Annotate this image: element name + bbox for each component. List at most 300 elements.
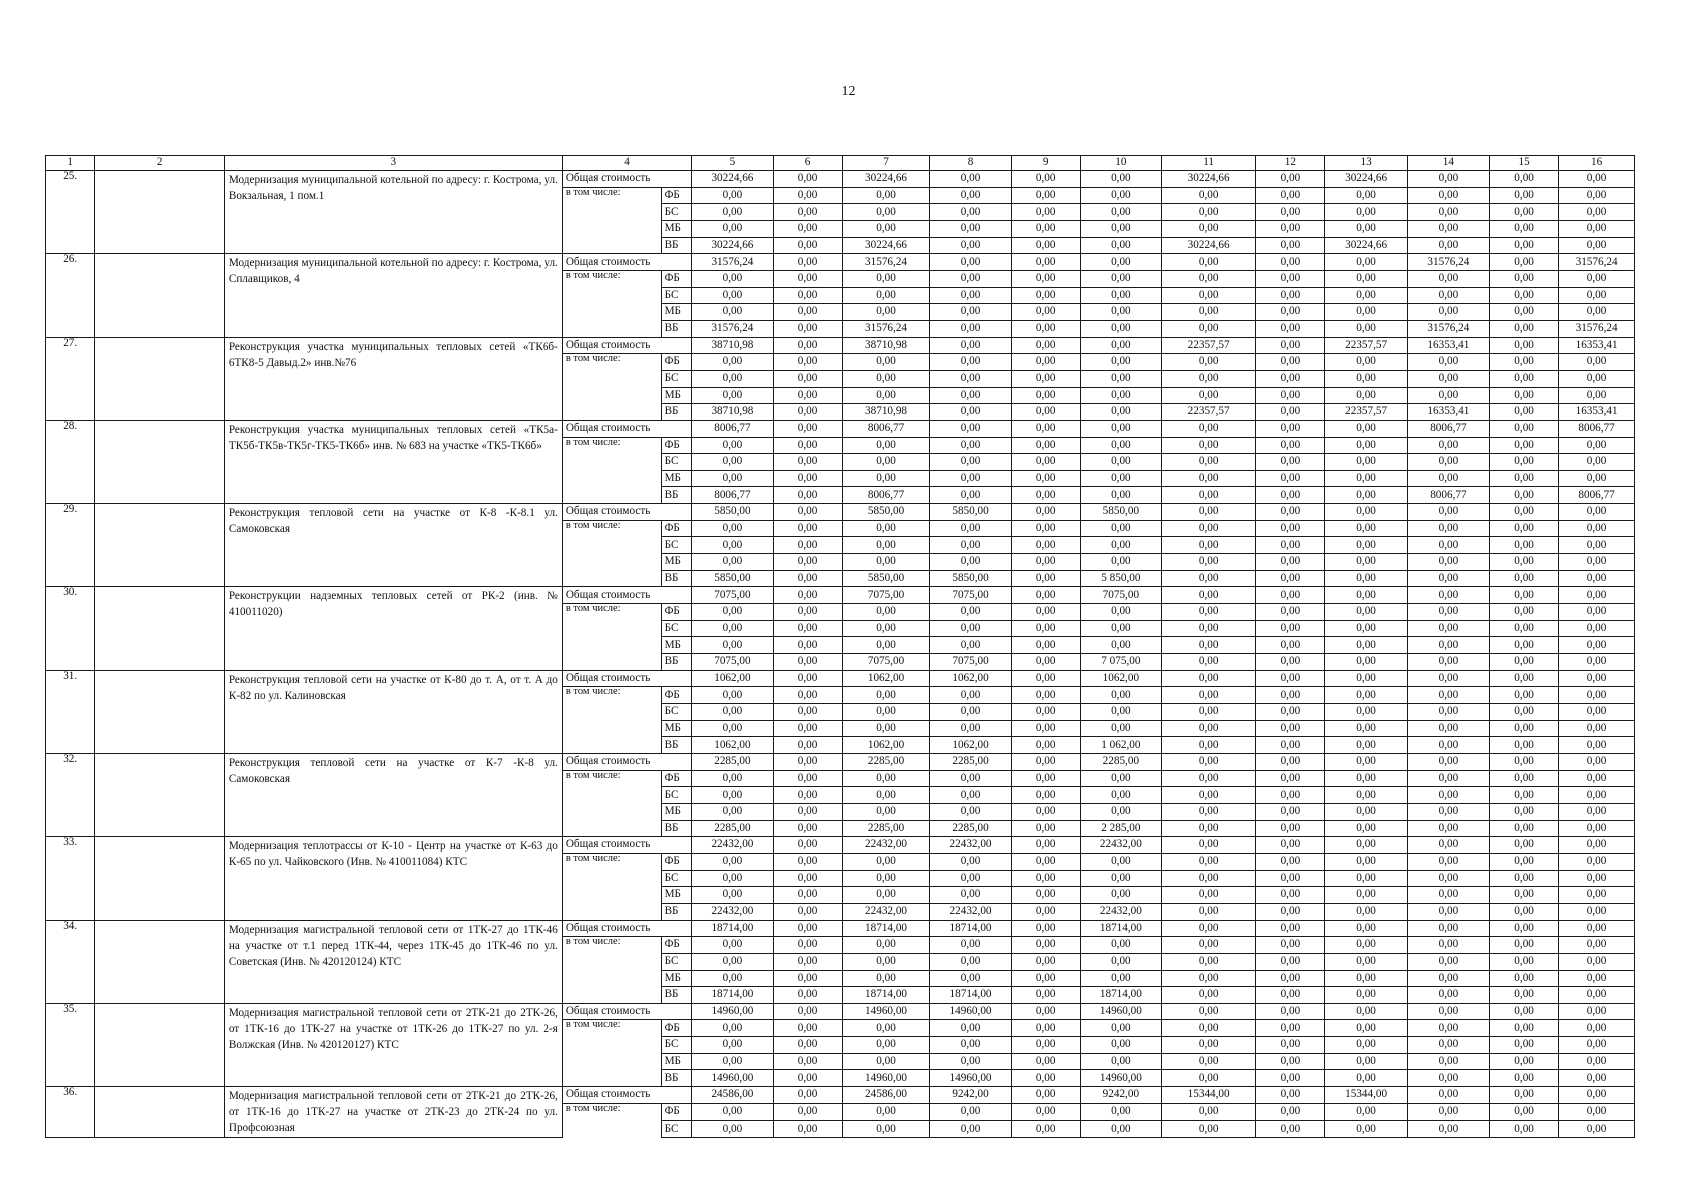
value-cell: 0,00 (930, 171, 1011, 188)
value-cell: 0,00 (1011, 903, 1080, 920)
value-cell: 0,00 (842, 1037, 930, 1054)
value-cell: 0,00 (1011, 753, 1080, 770)
funding-source-code: ВБ (661, 1070, 692, 1087)
column-header: 7 (842, 156, 930, 171)
value-cell: 0,00 (1325, 903, 1407, 920)
value-cell: 0,00 (1080, 270, 1161, 287)
value-cell: 5850,00 (692, 504, 773, 521)
value-cell: 0,00 (1011, 287, 1080, 304)
value-cell: 0,00 (1559, 1020, 1635, 1037)
value-cell: 0,00 (1325, 470, 1407, 487)
value-cell: 0,00 (842, 803, 930, 820)
value-cell: 18714,00 (692, 920, 773, 937)
value-cell: 0,00 (1080, 487, 1161, 504)
value-cell: 0,00 (1256, 487, 1325, 504)
value-cell: 0,00 (1256, 254, 1325, 271)
value-cell: 2285,00 (930, 820, 1011, 837)
empty-cell (95, 587, 224, 670)
value-cell: 0,00 (1490, 1087, 1559, 1104)
value-cell: 0,00 (1161, 987, 1255, 1004)
value-cell: 0,00 (1011, 654, 1080, 671)
value-cell: 30224,66 (1161, 237, 1255, 254)
value-cell: 0,00 (842, 953, 930, 970)
value-cell: 0,00 (1256, 320, 1325, 337)
funding-total-label: Общая стоимость (562, 587, 691, 604)
value-cell: 0,00 (1161, 604, 1255, 621)
value-cell: 0,00 (1325, 504, 1407, 521)
value-cell: 0,00 (773, 287, 842, 304)
value-cell: 0,00 (1490, 354, 1559, 371)
value-cell: 0,00 (1407, 1070, 1489, 1087)
value-cell: 0,00 (1407, 237, 1489, 254)
value-cell: 14960,00 (930, 1070, 1011, 1087)
column-header: 5 (692, 156, 773, 171)
value-cell: 0,00 (1161, 187, 1255, 204)
value-cell: 0,00 (1080, 420, 1161, 437)
value-cell: 0,00 (1490, 220, 1559, 237)
value-cell: 5 850,00 (1080, 570, 1161, 587)
value-cell: 0,00 (1161, 887, 1255, 904)
funding-total-label: Общая стоимость (562, 337, 691, 354)
value-cell: 0,00 (1490, 270, 1559, 287)
value-cell: 0,00 (1161, 687, 1255, 704)
value-cell: 0,00 (1011, 1087, 1080, 1104)
value-cell: 0,00 (1559, 704, 1635, 721)
value-cell: 0,00 (1325, 1003, 1407, 1020)
value-cell: 0,00 (1256, 1037, 1325, 1054)
value-cell: 0,00 (930, 870, 1011, 887)
value-cell: 0,00 (1256, 354, 1325, 371)
value-cell: 0,00 (692, 537, 773, 554)
value-cell: 31576,24 (842, 254, 930, 271)
value-cell: 0,00 (1559, 803, 1635, 820)
value-cell: 30224,66 (842, 237, 930, 254)
funding-source-code: БС (661, 704, 692, 721)
value-cell: 30224,66 (1161, 171, 1255, 188)
value-cell: 0,00 (1490, 254, 1559, 271)
value-cell: 0,00 (1256, 770, 1325, 787)
value-cell: 0,00 (1325, 387, 1407, 404)
value-cell: 0,00 (773, 837, 842, 854)
value-cell: 0,00 (1490, 470, 1559, 487)
value-cell: 0,00 (1559, 654, 1635, 671)
value-cell: 0,00 (773, 254, 842, 271)
value-cell: 7075,00 (1080, 587, 1161, 604)
value-cell: 7 075,00 (1080, 654, 1161, 671)
value-cell: 5850,00 (930, 504, 1011, 521)
column-header: 8 (930, 156, 1011, 171)
value-cell: 0,00 (1490, 570, 1559, 587)
value-cell: 0,00 (1490, 853, 1559, 870)
value-cell: 0,00 (930, 287, 1011, 304)
value-cell: 0,00 (773, 620, 842, 637)
value-cell: 7075,00 (692, 587, 773, 604)
value-cell: 0,00 (1490, 187, 1559, 204)
value-cell: 0,00 (773, 570, 842, 587)
value-cell: 1062,00 (1080, 670, 1161, 687)
value-cell: 0,00 (692, 454, 773, 471)
value-cell: 0,00 (1161, 354, 1255, 371)
value-cell: 0,00 (1490, 520, 1559, 537)
value-cell: 0,00 (1559, 987, 1635, 1004)
funding-total-label: Общая стоимость (562, 504, 691, 521)
value-cell: 0,00 (1407, 704, 1489, 721)
empty-cell (95, 337, 224, 420)
value-cell: 0,00 (930, 704, 1011, 721)
value-cell: 0,00 (930, 237, 1011, 254)
funding-source-code: МБ (661, 637, 692, 654)
value-cell: 0,00 (692, 803, 773, 820)
value-cell: 0,00 (773, 487, 842, 504)
value-cell: 30224,66 (1325, 237, 1407, 254)
value-cell: 2285,00 (692, 753, 773, 770)
value-cell: 0,00 (1490, 1121, 1559, 1138)
value-cell: 0,00 (1256, 437, 1325, 454)
value-cell: 24586,00 (692, 1087, 773, 1104)
value-cell: 0,00 (773, 204, 842, 221)
column-header: 1 (46, 156, 95, 171)
value-cell: 0,00 (773, 520, 842, 537)
value-cell: 0,00 (692, 1053, 773, 1070)
column-header: 14 (1407, 156, 1489, 171)
empty-cell (95, 837, 224, 920)
value-cell: 0,00 (1256, 1053, 1325, 1070)
funding-source-code: ФБ (661, 270, 692, 287)
value-cell: 0,00 (1559, 753, 1635, 770)
value-cell: 0,00 (1161, 803, 1255, 820)
value-cell: 0,00 (1407, 987, 1489, 1004)
value-cell: 0,00 (930, 554, 1011, 571)
value-cell: 0,00 (1407, 1053, 1489, 1070)
funding-total-label: Общая стоимость (562, 1003, 691, 1020)
value-cell: 0,00 (773, 537, 842, 554)
funding-source-code: БС (661, 287, 692, 304)
value-cell: 2 285,00 (1080, 820, 1161, 837)
value-cell: 0,00 (1256, 920, 1325, 937)
value-cell: 7075,00 (842, 587, 930, 604)
value-cell: 0,00 (1559, 637, 1635, 654)
value-cell: 0,00 (1080, 204, 1161, 221)
value-cell: 5850,00 (842, 504, 930, 521)
funding-total-label: Общая стоимость (562, 670, 691, 687)
row-number: 25. (46, 171, 95, 254)
empty-cell (95, 504, 224, 587)
value-cell: 0,00 (773, 320, 842, 337)
value-cell: 0,00 (1490, 803, 1559, 820)
value-cell: 0,00 (773, 220, 842, 237)
value-cell: 0,00 (1325, 587, 1407, 604)
value-cell: 0,00 (1256, 237, 1325, 254)
value-cell: 0,00 (842, 937, 930, 954)
value-cell: 15344,00 (1325, 1087, 1407, 1104)
value-cell: 0,00 (692, 387, 773, 404)
funding-source-code: МБ (661, 803, 692, 820)
funding-source-code: ФБ (661, 354, 692, 371)
value-cell: 0,00 (1407, 387, 1489, 404)
table-row (46, 587, 1635, 604)
value-cell: 0,00 (773, 853, 842, 870)
value-cell: 0,00 (692, 1121, 773, 1138)
value-cell: 0,00 (1559, 437, 1635, 454)
value-cell: 0,00 (1161, 770, 1255, 787)
value-cell: 0,00 (930, 270, 1011, 287)
value-cell: 0,00 (1011, 820, 1080, 837)
value-cell: 0,00 (1559, 387, 1635, 404)
value-cell: 0,00 (1407, 820, 1489, 837)
value-cell: 0,00 (1011, 987, 1080, 1004)
value-cell: 2285,00 (842, 753, 930, 770)
value-cell: 8006,77 (842, 487, 930, 504)
value-cell: 0,00 (1559, 770, 1635, 787)
value-cell: 0,00 (1407, 620, 1489, 637)
value-cell: 0,00 (692, 287, 773, 304)
value-cell: 0,00 (1490, 870, 1559, 887)
value-cell: 0,00 (1256, 853, 1325, 870)
value-cell: 0,00 (1161, 387, 1255, 404)
funding-source-code: МБ (661, 220, 692, 237)
value-cell: 0,00 (930, 370, 1011, 387)
column-header: 12 (1256, 156, 1325, 171)
value-cell: 0,00 (1559, 204, 1635, 221)
value-cell: 0,00 (842, 304, 930, 321)
value-cell: 0,00 (1011, 920, 1080, 937)
value-cell: 0,00 (773, 704, 842, 721)
value-cell: 0,00 (1325, 637, 1407, 654)
value-cell: 0,00 (1256, 454, 1325, 471)
value-cell: 0,00 (1490, 837, 1559, 854)
value-cell: 0,00 (930, 953, 1011, 970)
value-cell: 0,00 (1161, 470, 1255, 487)
value-cell: 0,00 (1011, 787, 1080, 804)
value-cell: 0,00 (1407, 437, 1489, 454)
value-cell: 0,00 (1559, 554, 1635, 571)
value-cell: 8006,77 (692, 420, 773, 437)
value-cell: 0,00 (692, 1037, 773, 1054)
column-header: 11 (1161, 156, 1255, 171)
value-cell: 0,00 (1490, 320, 1559, 337)
value-cell: 0,00 (1407, 287, 1489, 304)
value-cell: 0,00 (1080, 454, 1161, 471)
value-cell: 0,00 (1559, 887, 1635, 904)
value-cell: 0,00 (1490, 1037, 1559, 1054)
value-cell: 0,00 (1011, 587, 1080, 604)
value-cell: 0,00 (1011, 737, 1080, 754)
funding-total-label: Общая стоимость (562, 753, 691, 770)
project-name: Реконструкции надземных тепловых сетей от РК-2 (инв. № 410011020) (224, 587, 562, 670)
value-cell: 0,00 (1256, 420, 1325, 437)
value-cell: 0,00 (1080, 537, 1161, 554)
value-cell: 0,00 (1011, 604, 1080, 621)
value-cell: 0,00 (842, 437, 930, 454)
value-cell: 0,00 (842, 604, 930, 621)
value-cell: 0,00 (773, 770, 842, 787)
value-cell: 0,00 (1407, 1020, 1489, 1037)
value-cell: 0,00 (930, 770, 1011, 787)
value-cell: 0,00 (1080, 704, 1161, 721)
value-cell: 0,00 (1080, 304, 1161, 321)
table-row (46, 670, 1635, 687)
value-cell: 0,00 (1325, 803, 1407, 820)
value-cell: 0,00 (1011, 1070, 1080, 1087)
value-cell: 0,00 (1080, 937, 1161, 954)
value-cell: 0,00 (1407, 837, 1489, 854)
value-cell: 0,00 (1161, 204, 1255, 221)
value-cell: 0,00 (1080, 1121, 1161, 1138)
value-cell: 0,00 (773, 1070, 842, 1087)
value-cell: 0,00 (1490, 620, 1559, 637)
value-cell: 38710,98 (842, 404, 930, 421)
value-cell: 0,00 (1407, 270, 1489, 287)
value-cell: 0,00 (1161, 1003, 1255, 1020)
value-cell: 8006,77 (1559, 487, 1635, 504)
value-cell: 0,00 (1161, 654, 1255, 671)
value-cell: 0,00 (1490, 287, 1559, 304)
value-cell: 0,00 (1559, 470, 1635, 487)
value-cell: 0,00 (1080, 637, 1161, 654)
value-cell: 0,00 (1256, 953, 1325, 970)
value-cell: 0,00 (1161, 704, 1255, 721)
value-cell: 0,00 (1011, 937, 1080, 954)
value-cell: 0,00 (1161, 1070, 1255, 1087)
funding-source-code: МБ (661, 387, 692, 404)
value-cell: 0,00 (773, 171, 842, 188)
header-row (46, 156, 1635, 171)
value-cell: 0,00 (1256, 1070, 1325, 1087)
value-cell: 0,00 (1490, 670, 1559, 687)
funding-source-code: БС (661, 953, 692, 970)
value-cell: 0,00 (1256, 787, 1325, 804)
value-cell: 0,00 (1011, 470, 1080, 487)
value-cell: 0,00 (692, 870, 773, 887)
value-cell: 0,00 (1161, 820, 1255, 837)
column-header: 15 (1490, 156, 1559, 171)
value-cell: 0,00 (1325, 604, 1407, 621)
funding-source-code: БС (661, 620, 692, 637)
value-cell: 0,00 (1256, 504, 1325, 521)
value-cell: 0,00 (692, 437, 773, 454)
value-cell: 0,00 (1407, 953, 1489, 970)
value-cell: 0,00 (1256, 1087, 1325, 1104)
value-cell: 0,00 (1559, 920, 1635, 937)
value-cell: 0,00 (773, 504, 842, 521)
value-cell: 0,00 (1407, 570, 1489, 587)
value-cell: 18714,00 (842, 987, 930, 1004)
funding-total-label: Общая стоимость (562, 171, 691, 188)
value-cell: 0,00 (1011, 1053, 1080, 1070)
value-cell: 0,00 (1080, 887, 1161, 904)
value-cell: 18714,00 (1080, 920, 1161, 937)
value-cell: 0,00 (1011, 704, 1080, 721)
value-cell: 0,00 (1559, 903, 1635, 920)
value-cell: 0,00 (1256, 404, 1325, 421)
value-cell: 0,00 (1161, 670, 1255, 687)
value-cell: 0,00 (842, 220, 930, 237)
value-cell: 0,00 (773, 437, 842, 454)
value-cell: 0,00 (1559, 1087, 1635, 1104)
value-cell: 0,00 (842, 187, 930, 204)
value-cell: 0,00 (1161, 487, 1255, 504)
value-cell: 22357,57 (1325, 404, 1407, 421)
value-cell: 0,00 (1161, 720, 1255, 737)
value-cell: 0,00 (930, 1053, 1011, 1070)
value-cell: 8006,77 (692, 487, 773, 504)
value-cell: 0,00 (1080, 803, 1161, 820)
value-cell: 0,00 (1559, 820, 1635, 837)
column-header: 10 (1080, 156, 1161, 171)
value-cell: 1062,00 (842, 670, 930, 687)
value-cell: 0,00 (773, 1053, 842, 1070)
funding-source-code: ВБ (661, 237, 692, 254)
value-cell: 0,00 (1161, 937, 1255, 954)
value-cell: 0,00 (1559, 171, 1635, 188)
value-cell: 31576,24 (1559, 254, 1635, 271)
value-cell: 0,00 (842, 687, 930, 704)
value-cell: 0,00 (1080, 171, 1161, 188)
value-cell: 0,00 (692, 187, 773, 204)
value-cell: 0,00 (1256, 304, 1325, 321)
value-cell: 0,00 (1407, 654, 1489, 671)
value-cell: 0,00 (692, 937, 773, 954)
value-cell: 0,00 (1559, 787, 1635, 804)
value-cell: 0,00 (1325, 187, 1407, 204)
value-cell: 0,00 (1161, 570, 1255, 587)
value-cell: 0,00 (773, 687, 842, 704)
value-cell: 0,00 (1559, 304, 1635, 321)
value-cell: 0,00 (1490, 504, 1559, 521)
value-cell: 0,00 (1325, 370, 1407, 387)
value-cell: 0,00 (1325, 204, 1407, 221)
value-cell: 0,00 (1490, 753, 1559, 770)
value-cell: 0,00 (1490, 704, 1559, 721)
value-cell: 0,00 (1325, 1020, 1407, 1037)
value-cell: 14960,00 (842, 1070, 930, 1087)
value-cell: 0,00 (930, 1103, 1011, 1121)
value-cell: 0,00 (773, 404, 842, 421)
value-cell: 0,00 (1161, 737, 1255, 754)
value-cell: 0,00 (842, 520, 930, 537)
value-cell: 0,00 (1256, 720, 1325, 737)
value-cell: 0,00 (1407, 171, 1489, 188)
value-cell: 22432,00 (930, 837, 1011, 854)
value-cell: 0,00 (842, 637, 930, 654)
value-cell: 0,00 (1080, 687, 1161, 704)
value-cell: 0,00 (773, 737, 842, 754)
value-cell: 0,00 (1011, 254, 1080, 271)
value-cell: 0,00 (1490, 404, 1559, 421)
value-cell: 5850,00 (930, 570, 1011, 587)
empty-cell (95, 171, 224, 254)
value-cell: 0,00 (773, 1103, 842, 1121)
value-cell: 0,00 (1256, 753, 1325, 770)
value-cell: 22432,00 (930, 903, 1011, 920)
value-cell: 0,00 (1407, 354, 1489, 371)
value-cell: 1062,00 (930, 737, 1011, 754)
value-cell: 2285,00 (692, 820, 773, 837)
funding-source-code: МБ (661, 720, 692, 737)
value-cell: 0,00 (1011, 770, 1080, 787)
value-cell: 30224,66 (1325, 171, 1407, 188)
value-cell: 0,00 (930, 420, 1011, 437)
funding-total-label: Общая стоимость (562, 1087, 691, 1104)
value-cell: 0,00 (1325, 537, 1407, 554)
value-cell: 0,00 (1490, 987, 1559, 1004)
value-cell: 0,00 (1080, 520, 1161, 537)
value-cell: 0,00 (1490, 304, 1559, 321)
value-cell: 0,00 (773, 787, 842, 804)
funding-source-code: БС (661, 537, 692, 554)
including-label: в том числе: (562, 937, 661, 1004)
value-cell: 0,00 (1011, 1037, 1080, 1054)
